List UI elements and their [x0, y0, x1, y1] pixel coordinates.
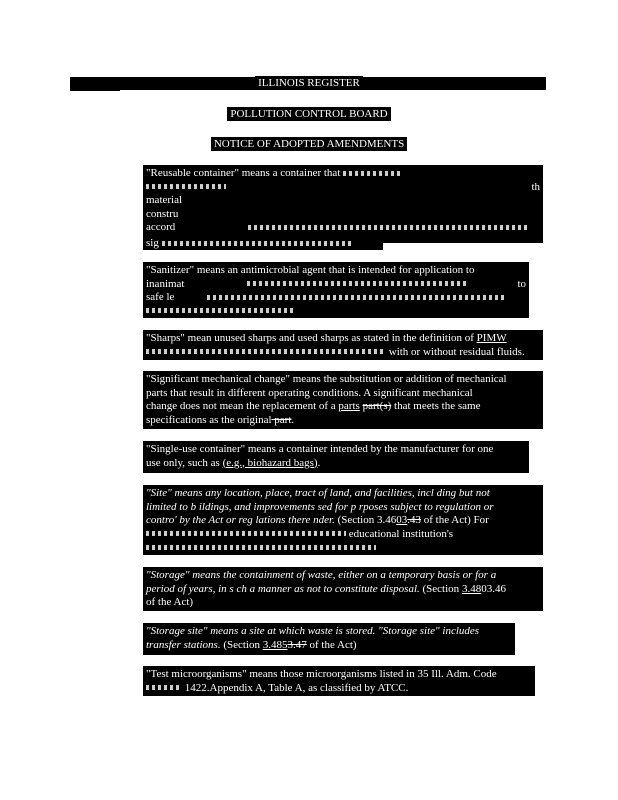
def-site: "Site" means any location, place, tract of land, and facilities, incl ding but not limited to b ildings, and improvements sed for p rposes subject to regulation or contro' by the Act or reg lations there nder. (Section 3.4603.43 of the Act) For educational institution's	[143, 485, 543, 555]
def-sharps: "Sharps" mean unused sharps and used sharps as stated in the definition of PIMW with or without residual fluids.	[143, 330, 543, 360]
def-storage: "Storage" means the containment of waste, either on a temporary basis or for a period of years, in s ch a manner as not to constitute disposal. (Section 3.4803.46 of the Act)	[143, 567, 543, 611]
board-title: POLLUTION CONTROL BOARD	[0, 107, 618, 121]
def-storage-site: "Storage site" means a site at which waste is stored. "Storage site" includes transfer stations. (Section 3.4853.47 of the Act)	[143, 623, 515, 655]
def-reusable-container: "Reusable container" means a container that th material constru accord	[143, 165, 543, 243]
def-sanitizer: "Sanitizer" means an antimicrobial agent that is intended for application to inanimat to safe le	[143, 262, 529, 318]
def-reusable-tail: sig	[143, 238, 383, 250]
def-test-microorganisms: "Test microorganisms" means those microorganisms listed in 35 Ill. Adm. Code 1422.Appendix A, Table A, as classified by ATCC.	[143, 666, 535, 696]
notice-title: NOTICE OF ADOPTED AMENDMENTS	[0, 137, 618, 151]
register-title: ILLINOIS REGISTER	[0, 76, 618, 90]
def-mechanical-change: "Significant mechanical change" means the substitution or addition of mechanical parts that result in different operating conditions. A significant mechanical change does not mean the replacement of a parts part(s) that meets the same specifications as the original part.	[143, 371, 543, 429]
def-single-use: "Single-use container" means a container intended by the manufacturer for one use only, such as (e.g., biohazard bags).	[143, 441, 529, 473]
